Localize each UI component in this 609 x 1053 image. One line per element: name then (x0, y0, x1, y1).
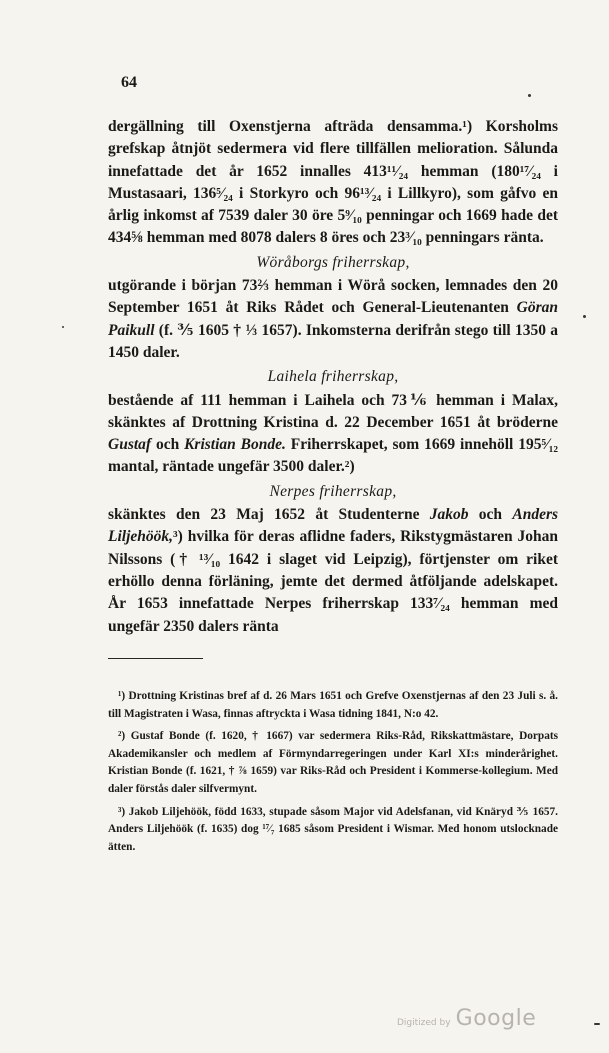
footnote-3: ³) Jakob Liljehöök, född 1633, stupade såsom Major vid Adelsfanan, vid Knäryd ⅗ 1657. Anders Liljehöök (f. 1635) dog ¹⁷⁄₇ 1685 såsom President i Wismar. Med honom utslocknade ätten. (108, 805, 558, 853)
paragraph-laihela (108, 390, 558, 479)
paragraph-woraborg-text-a: utgörande i början 73⅔ hemman i Wörå socken, lemnades den 20 September 1651 åt Riks Rådet och General-Lieutenanten (108, 277, 558, 317)
heading-woraborg: Wöråborgs friherrskap, (256, 253, 410, 271)
person-name: Göran Paikull (108, 299, 558, 339)
connector-text: och (468, 506, 513, 524)
scan-speck (594, 1023, 600, 1025)
footnote-rule (108, 658, 203, 659)
scan-speck (583, 315, 586, 318)
person-name: Gustaf (108, 436, 152, 454)
paragraph-korsholm: dergällning till Oxenstjerna afträda densamma.¹) Korsholms grefskap åtnjöt sedermera vid flere tillfällen melioration. Sålunda innefattade det år 1652 innalles 413¹¹⁄₂₄ hemman (180¹⁷⁄₂₄ i Mustasaari, 136⁵⁄₂₄ i Storkyro och 96¹³⁄₂₄ i Lillkyro), som gåfvo en årlig inkomst af 7539 daler 30 öre 5⁹⁄₁₀ penningar och 1669 hade det 434⅝ hemman med 8078 dalers 8 öres och 23³⁄₁₀ penningars ränta. (108, 118, 558, 247)
heading-nerpes: Nerpes friherrskap, (269, 482, 397, 500)
scan-speck (528, 94, 531, 97)
paragraph-nerpes-text-b: ³) hvilka för deras aflidne faders, Rikstygmästaren Johan Nilssons († ¹³⁄₁₀ 1642 i slaget vid Leipzig), förtjenster om riket erhöllo denna förläning, jemte det dermed åtföljande adelskapet. År 1653 innefattade Nerpes friherrskap 133⁷⁄₂₄ hemman med ungefär 2350 dalers ränta (108, 528, 558, 635)
watermark-logo: Google (455, 1006, 537, 1031)
watermark-small: Digitized by (397, 1018, 451, 1028)
heading-laihela: Laihela friherrskap, (267, 368, 399, 386)
footnote-1: ¹) Drottning Kristinas bref af d. 26 Mars 1651 och Grefve Oxenstjernas af den 23 Juli s. å. till Magistraten i Wasa, finnas aftryckta i Wasa tidning 1841, N:o 42. (108, 690, 558, 720)
paragraph-woraborg (108, 275, 558, 364)
paragraph-woraborg-text-b: (f. ⅗ 1605 † ⅓ 1657). Inkomsterna derifrån stego till 1350 a 1450 daler. (108, 321, 558, 361)
person-name: Anders Liljehöök, (108, 506, 559, 546)
main-text (108, 116, 558, 638)
paragraph-laihela-text-b: Friherrskapet, som 1669 innehöll 195⁵⁄₁₂ mantal, räntade ungefär 3500 daler.²) (108, 436, 559, 476)
scan-speck (62, 326, 64, 328)
connector-text: och (151, 436, 185, 454)
footnotes (108, 688, 558, 861)
paragraph-nerpes (108, 504, 558, 638)
person-name: Jakob (429, 506, 469, 524)
paragraph-nerpes-text-a: skänktes den 23 Maj 1652 åt Studenterne (108, 506, 430, 524)
page-number: 64 (121, 74, 137, 91)
digitized-watermark (397, 1006, 536, 1031)
paragraph-laihela-text-a: bestående af 111 hemman i Laihela och 73⅙ hemman i Malax, skänktes af Drottning Kristina d. 22 December 1651 åt bröderne (108, 391, 558, 431)
person-name: Kristian Bonde. (184, 436, 286, 454)
footnote-2: ²) Gustaf Bonde (f. 1620, † 1667) var sedermera Riks-Råd, Rikskattmästare, Dorpats Akademikansler och medlem af Förmyndarregeringen under Karl XI:s minderårighet. Kristian Bonde (f. 1621, † ⅞ 1659) var Riks-Råd och President i Kommerse-kollegium. Med daler förstås daler silfvermynt. (108, 730, 558, 795)
